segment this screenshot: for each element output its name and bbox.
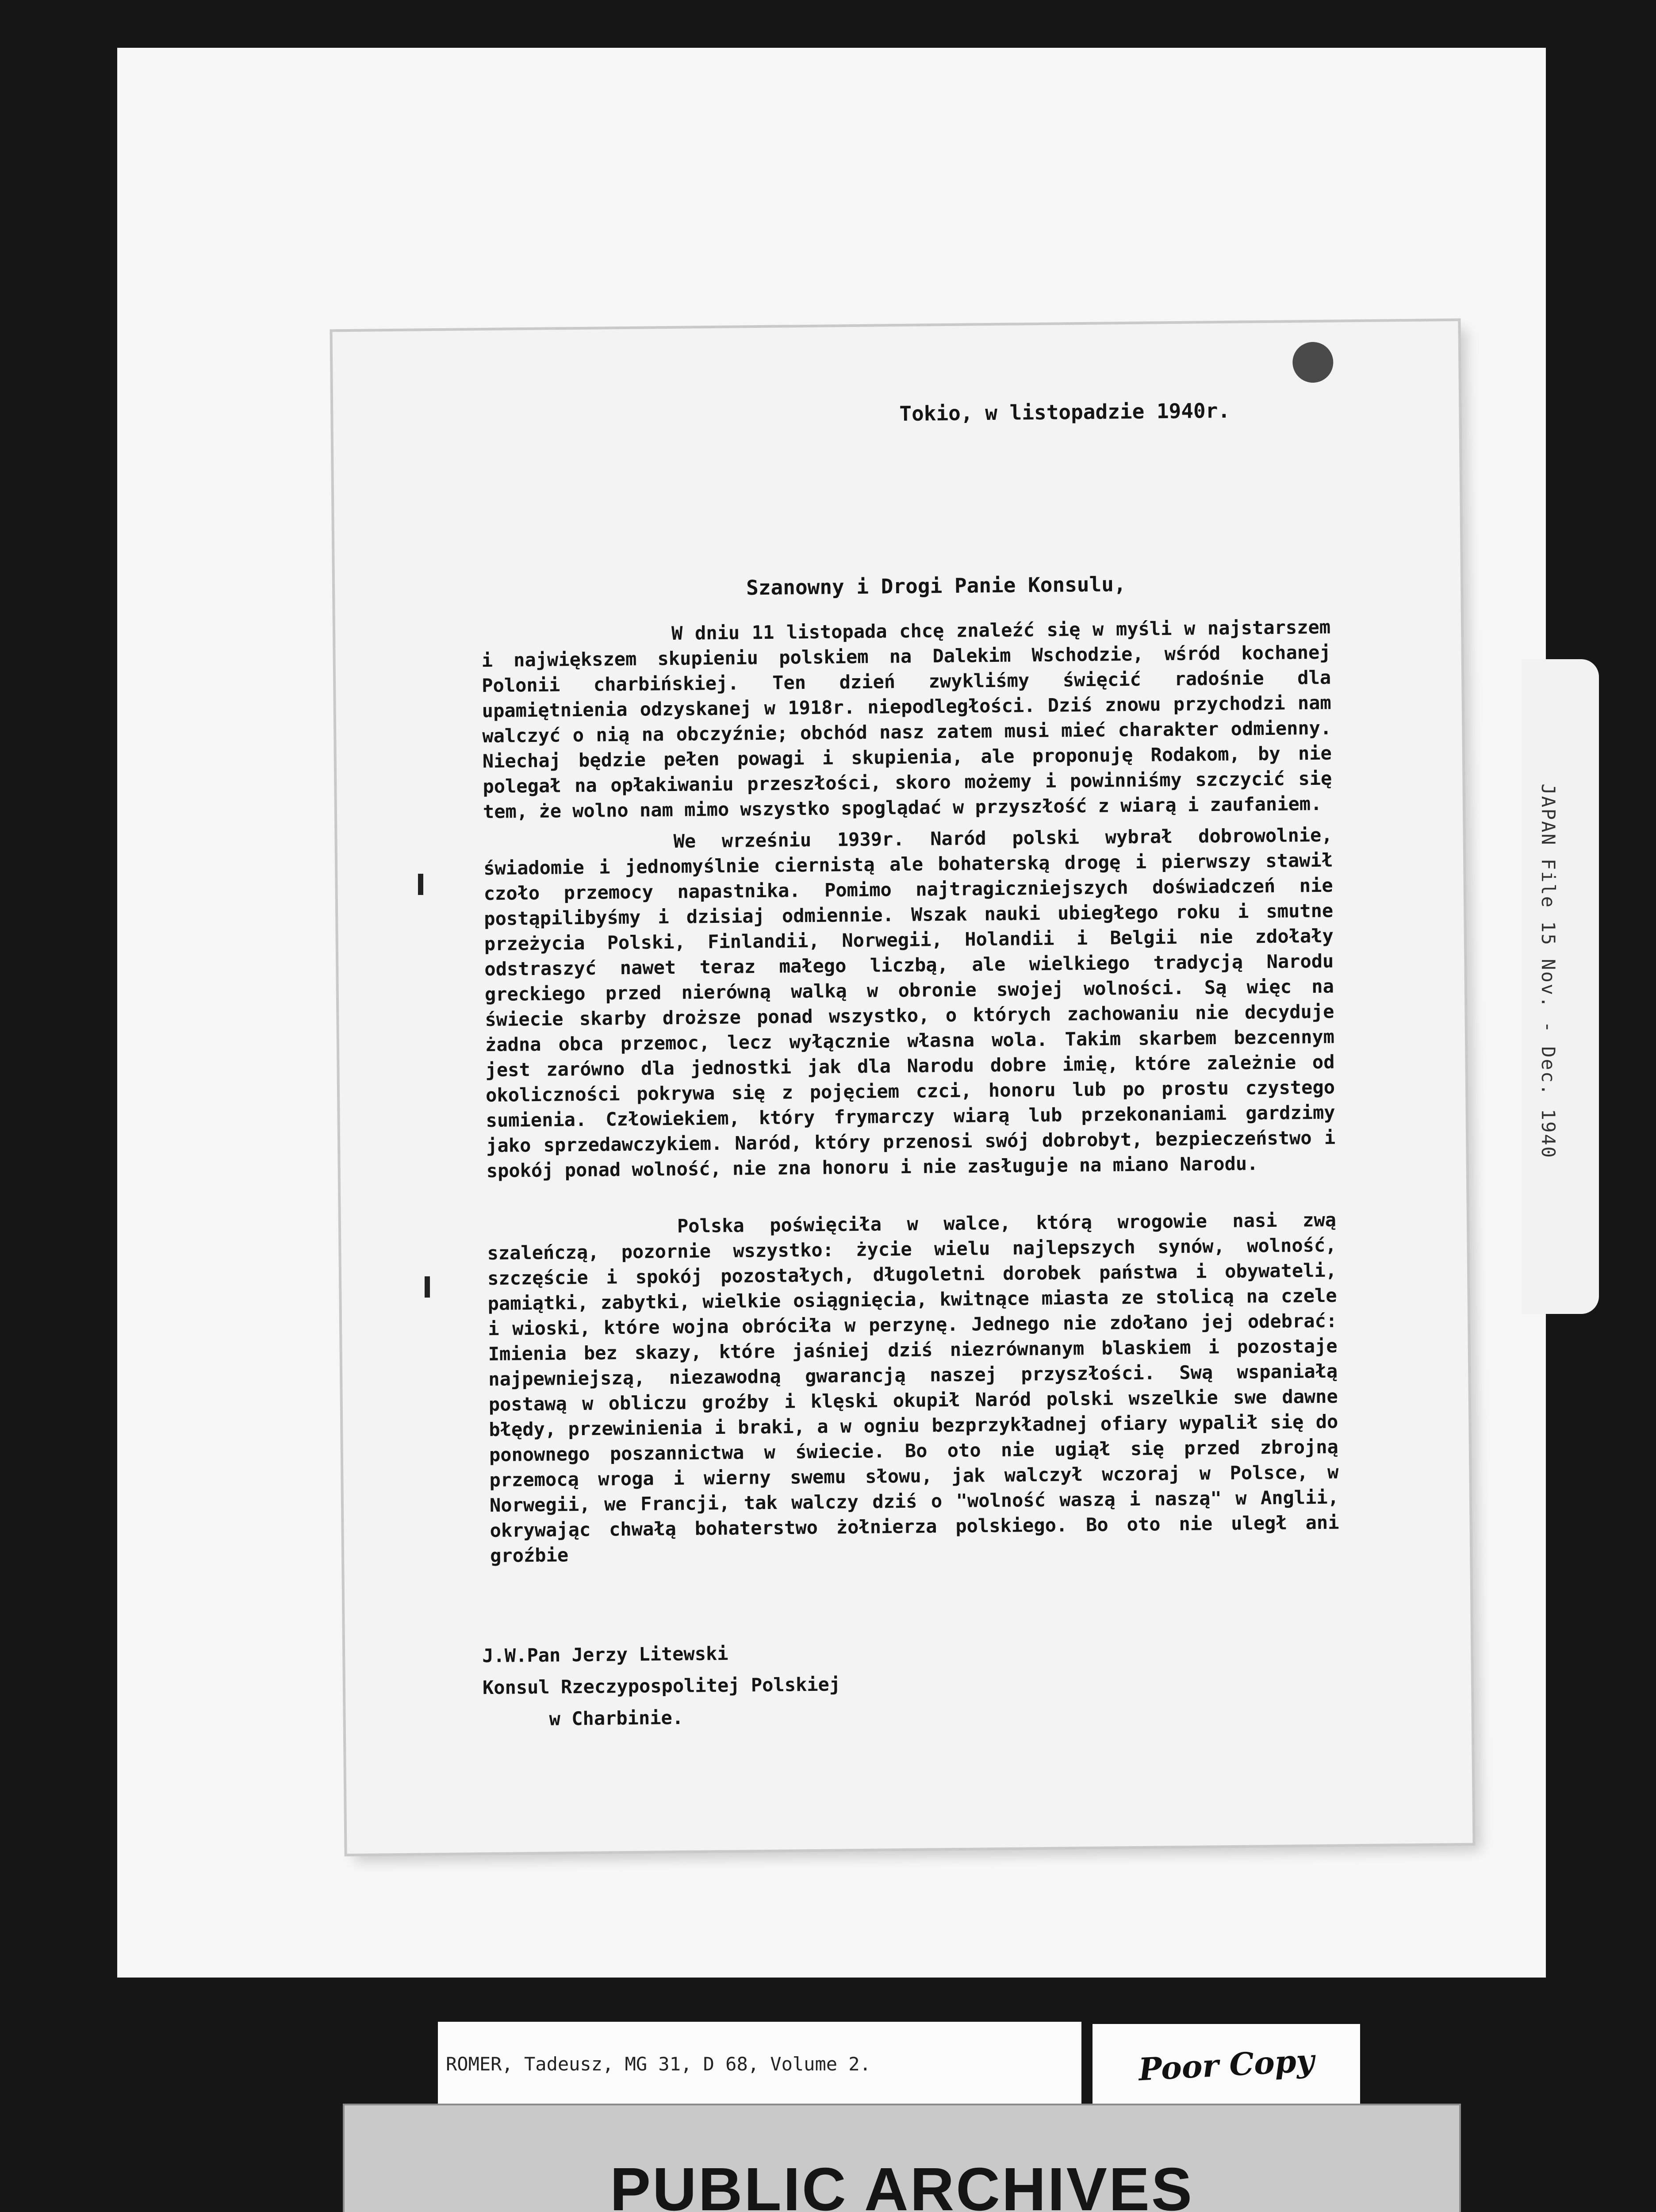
margin-mark-lower <box>425 1276 430 1298</box>
letter-addressee <box>482 1636 841 1736</box>
letter-page <box>333 321 1473 1854</box>
letter-dateline: Tokio, w listopadzie 1940r. <box>899 398 1230 426</box>
addressee-location: w Charbinie. <box>549 1706 684 1730</box>
folder-tab-label-wrap <box>1530 726 1566 1217</box>
margin-mark-upper <box>418 874 423 895</box>
reference-label <box>438 2022 1081 2106</box>
letterhead-ghost <box>360 426 626 500</box>
handwritten-note: Poor Copy <box>1137 2042 1315 2088</box>
punch-hole <box>1292 342 1334 383</box>
addressee-name: J.W.Pan Jerzy Litewski <box>482 1642 728 1667</box>
letter-paragraph-1: W dniu 11 listopada chcę znaleźć się w myśli w najstarszem i największem skupieniu polskiem na Dalekim Wschodzie, wśród kochanej Polonii charbińskiej. Ten dzień zwykliśmy święcić radośnie dla upamiętnienia odzyskanej w 1918r. niepodległości. Dziś znowu przychodzi nam walczyć o nią na obczyźnie; obchód nasz zatem musi mieć charakter odmienny. Niechaj będzie pełen powagi i skupienia, ale proponuję Rodakom, by nie polegał na opłakiwaniu przeszłości, skoro możemy i powinniśmy szczycić się tem, że wolno nam mimo wszystko spoglądać w przyszłość z wiarą i zaufaniem. <box>481 616 1332 823</box>
plate-line-english: PUBLIC ARCHIVES <box>610 2155 1194 2212</box>
letter-salutation: Szanowny i Drogi Panie Konsulu, <box>746 572 1126 600</box>
handwritten-note-label <box>1092 2024 1360 2106</box>
folder-tab-label: JAPAN File 15 Nov. - Dec. 1940 <box>1537 783 1559 1159</box>
addressee-title: Konsul Rzeczypospolitej Polskiej <box>482 1673 841 1699</box>
letter-paragraph-2: We wrześniu 1939r. Naród polski wybrał dobrowolnie, świadomie i jednomyślnie ciernistą ale bohaterską drogę i pierwszy stawił czoło przemocy napastnika. Pomimo najtragiczniejszych doświadczeń nie postąpilibyśmy i dzisiaj odmiennie. Wszak nauki ubiegłego roku i smutne przeżycia Polski, Finlandii, Norwegii, Holandii i Belgii nie zdołały odstraszyć nawet teraz małego liczbą, ale wielkiego tradycją Narodu greckiego przed nierówną walką w obronie swojej wolności. Są więc na świecie skarby droższe ponad wszystko, o których zachowaniu nie decyduje żadna obca przemoc, lecz wyłącznie własna wola. Takim skarbem bezcennym jest zarówno dla jednostki jak dla Narodu dobre imię, które zależnie od okoliczności pokrywa się z pojęciem czci, honoru lub po prostu czystego sumienia. Człowiekiem, który frymarczy wiarą lub przekonaniami gardzimy jako sprzedawczykiem. Naród, który przenosi swój dobrobyt, bezpieczeństwo i spokój ponad wolność, nie zna honoru i nie zasługuje na miano Narodu. <box>483 824 1336 1182</box>
reference-label-text: ROMER, Tadeusz, MG 31, D 68, Volume 2. <box>446 2053 871 2075</box>
archives-plate <box>343 2104 1461 2212</box>
letter-paragraph-3: Polska poświęciła w walce, którą wrogowie nasi zwą szaleńczą, pozornie wszystko: życie wielu najlepszych synów, wolność, szczęście i spokój pozostałych, długoletni dorobek państwa i obywateli, pamiątki, zabytki, wielkie osiągnięcia, kwitnące miasta ze stolicą na czele i wioski, które wojna obróciła w perzynę. Jednego nie zdołano jej odebrać: Imienia bez skazy, które jaśniej dziś niezrównanym blaskiem i pozostaje najpewniejszą, niezawodną gwarancją naszej przyszłości. Swą wspaniałą postawą w obliczu groźby i klęski okupił Naród polski wszelkie swe dawne błędy, przewinienia i braki, a w ogniu bezprzykładnej ofiary wypalił się do ponownego poszannictwa w świecie. Bo oto nie ugiął się przed zbrojną przemocą wroga i wierny swemu słowu, jak walczył wczoraj w Polsce, w Norwegii, we Francji, tak walczy dziś o "wolność waszą i naszą" w Anglii, okrywając chwałą bohaterstwo żołnierza polskiego. Bo oto nie uległ ani groźbie <box>487 1209 1339 1567</box>
